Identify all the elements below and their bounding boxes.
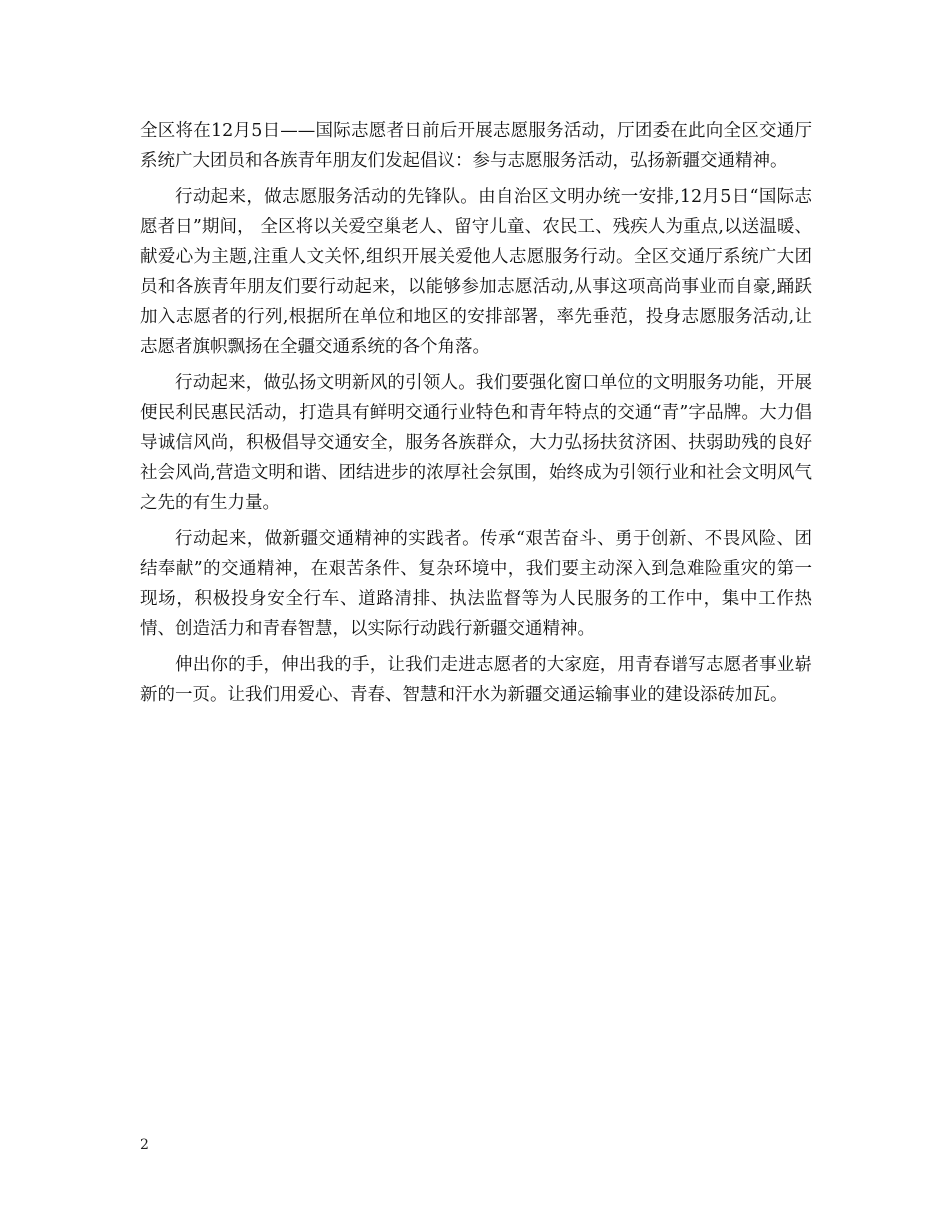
page-number: 2 <box>140 1137 149 1153</box>
paragraph-civilization-leader: 行动起来，做弘扬文明新风的引领人。我们要强化窗口单位的文明服务功能，开展便民利民惠民活动，打造具有鲜明交通行业特色和青年特点的交通“青”字品牌。大力倡导诚信风尚，积极倡导交通安全，服务各族群众，大力弘扬扶贫济困、扶弱助残的良好社会风尚,营造文明和谐、团结进步的浓厚社会氛围，始终成为引领行业和社会文明风气之先的有生力量。 <box>140 373 812 513</box>
paragraph-intro: 全区将在12月5日——国际志愿者日前后开展志愿服务活动，厅团委在此向全区交通厅系统广大团员和各族青年朋友们发起倡议：参与志愿服务活动，弘扬新疆交通精神。 <box>140 121 812 171</box>
paragraph-spirit-practitioner: 行动起来，做新疆交通精神的实践者。传承“艰苦奋斗、勇于创新、不畏风险、团结奉献”的交通精神，在艰苦条件、复杂环境中，我们要主动深入到急难险重灾的第一现场，积极投身安全行车、道路清排、执法监督等为人民服务的工作中，集中工作热情、创造活力和青春智慧，以实际行动践行新疆交通精神。 <box>140 529 812 639</box>
paragraph-closing: 伸出你的手，伸出我的手，让我们走进志愿者的大家庭，用青春谱写志愿者事业崭新的一页。让我们用爱心、青春、智慧和汗水为新疆交通运输事业的建设添砖加瓦。 <box>140 655 812 705</box>
paragraph-volunteer-vanguard: 行动起来，做志愿服务活动的先锋队。由自治区文明办统一安排,12月5日“国际志愿者日”期间， 全区将以关爱空巢老人、留守儿童、农民工、残疾人为重点,以送温暖、献爱心为主题,注重人文关怀,组织开展关爱他人志愿服务行动。全区交通厅系统广大团员和各族青年朋友们要行动起来，以能够参加志愿活动,从事这项高尚事业而自豪,踊跃加入志愿者的行列,根据所在单位和地区的安排部署，率先垂范，投身志愿服务活动,让志愿者旗帜飘扬在全疆交通系统的各个角落。 <box>140 187 812 357</box>
document-body <box>140 116 812 716</box>
